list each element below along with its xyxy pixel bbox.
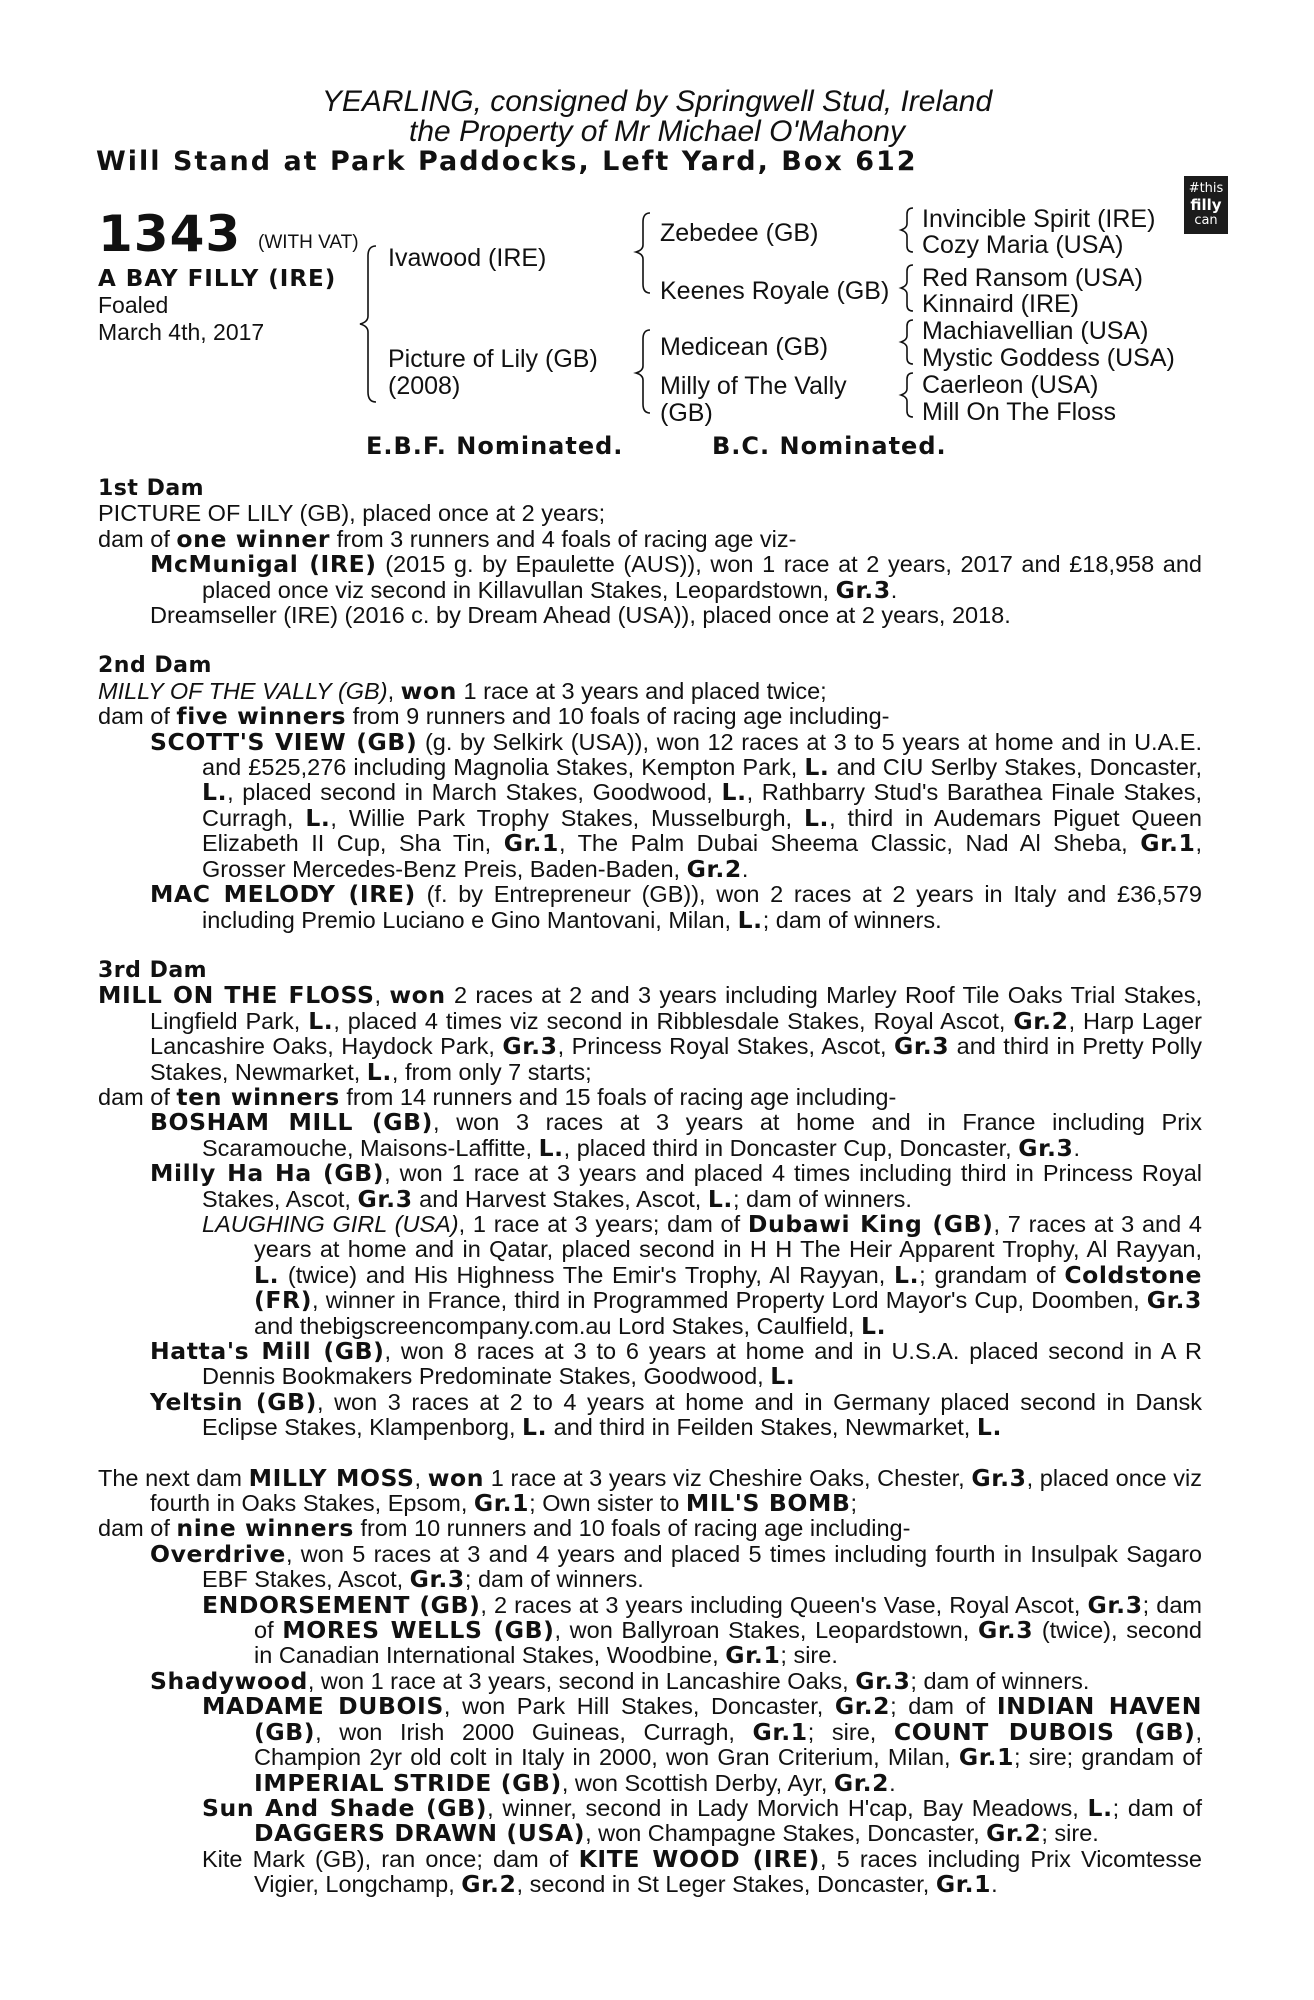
sire-dam: Keenes Royale (GB): [660, 277, 890, 305]
second-dam-summary: MILLY OF THE VALLY (GB), won 1 race at 3 years and placed twice;: [98, 676, 827, 705]
ebf-nominated: E.B.F. Nominated.: [366, 432, 624, 460]
foaled-date: March 4th, 2017: [98, 319, 265, 345]
third-dam-heading: 3rd Dam: [98, 957, 208, 983]
horse-name: Shadywood: [150, 1666, 308, 1695]
next-dam-produce: dam of nine winners from 10 runners and 10 foals of racing age including-: [98, 1514, 911, 1543]
gg-6: Mystic Goddess (USA): [922, 344, 1175, 372]
brace-g4: [901, 373, 913, 417]
gg-8: Mill On The Floss: [922, 398, 1117, 426]
next-dam-summary: The next dam MILLY MOSS, won 1 race at 3 years viz Cheshire Oaks, Chester, Gr.3, placed once viz fourth in Oaks Stakes, Epsom, Gr.1; Own sister to MIL'S BOMB;: [98, 1463, 1203, 1518]
produce-entry: Yeltsin (GB), won 3 races at 2 to 4 years at home and in Germany placed second in Dansk Eclipse Stakes, Klampenborg, L. and third in Feilden Stakes, Newmarket, L.: [150, 1387, 1203, 1442]
brace-g3: [901, 320, 913, 364]
horse-name: BOSHAM MILL (GB): [150, 1108, 434, 1137]
brace-sire: [636, 213, 650, 293]
horse-name: MAC MELODY (IRE): [150, 880, 416, 909]
gg-1: Invincible Spirit (IRE): [922, 205, 1156, 233]
stand-location: Will Stand at Park Paddocks, Left Yard, Box 612: [96, 146, 918, 177]
produce-entry: MAC MELODY (IRE) (f. by Entrepreneur (GB)), won 2 races at 2 years in Italy and £36,579 including Premio Luciano e Gino Mantovani, Milan, L.; dam of winners.: [150, 880, 1202, 934]
gg-3: Red Ransom (USA): [922, 264, 1143, 292]
third-dam-produce: dam of ten winners from 14 runners and 15 foals of racing age including-: [98, 1082, 897, 1111]
dam: Picture of Lily (GB): [388, 345, 598, 373]
produce-entry: McMunigal (IRE) (2015 g. by Epaulette (AUS)), won 1 race at 2 years, 2017 and £18,958 and placed once viz second in Killavullan Stakes, Leopardstown, Gr.3.: [150, 550, 1202, 604]
brace-sire-dam: [360, 246, 376, 402]
header-line-2: the Property of Mr Michael O'Mahony: [409, 115, 905, 148]
dam-dam-origin: (GB): [660, 399, 713, 427]
produce-entry: LAUGHING GIRL (USA), 1 race at 3 years; dam of Dubawi King (GB), 7 races at 3 and 4 years at home and in Qatar, placed second in H H The Heir Apparent Trophy, Al Rayyan, L. (twice) and His Highness The Emir's Trophy, Al Rayyan, L.; grandam of Coldstone (FR), winner in France, third in Programmed Property Lord Mayor's Cup, Doomben, Gr.3 and thebigscreencompany.com.au Lord Stakes, Caulfield, L.: [202, 1209, 1203, 1340]
horse-name: Hatta's Mill (GB): [150, 1337, 385, 1365]
second-dam-produce: dam of five winners from 9 runners and 10 foals of racing age including-: [98, 702, 890, 731]
second-dam-heading: 2nd Dam: [98, 653, 212, 679]
brace-g1: [901, 208, 913, 252]
third-dam-summary: MILL ON THE FLOSS, won 2 races at 2 and 3 years including Marley Roof Tile Oaks Trial Stakes, Lingfield Park, L., placed 4 times viz second in Ribblesdale Stakes, Royal Ascot, Gr.2, Harp Lager Lancashire Oaks, Haydock Park, Gr.3, Princess Royal Stakes, Ascot, Gr.3 and third in Pretty Polly Stakes, Newmarket, L., from only 7 starts;: [98, 981, 1202, 1086]
header-line-1: YEARLING, consigned by Springwell Stud, Ireland: [321, 85, 993, 118]
produce-entry: Milly Ha Ha (GB), won 1 race at 3 years and placed 4 times including third in Princess Royal Stakes, Ascot, Gr.3 and Harvest Stakes, Ascot, L.; dam of winners.: [150, 1159, 1203, 1213]
horse-name: SCOTT'S VIEW (GB): [150, 727, 418, 756]
foaled-label: Foaled: [98, 292, 169, 318]
vat-label: (WITH VAT): [258, 232, 359, 253]
first-dam-heading: 1st Dam: [98, 476, 205, 501]
horse-name: Milly Ha Ha (GB): [150, 1159, 385, 1188]
produce-entry: Kite Mark (GB), ran once; dam of KITE WOOD (IRE), 5 races including Prix Vicomtesse Vigier, Longchamp, Gr.2, second in St Leger Stakes, Doncaster, Gr.1.: [202, 1844, 1202, 1899]
produce-entry: Dreamseller (IRE) (2016 c. by Dream Ahead (USA)), placed once at 2 years, 2018.: [150, 602, 1011, 629]
brace-g2: [901, 265, 913, 311]
horse-name: Sun And Shade (GB): [202, 1793, 488, 1822]
dam-dam: Milly of The Vally: [660, 372, 847, 400]
bc-nominated: B.C. Nominated.: [712, 432, 947, 460]
gg-2: Cozy Maria (USA): [922, 231, 1124, 259]
produce-entry: Shadywood, won 1 race at 3 years, second in Lancashire Oaks, Gr.3; dam of winners.: [150, 1666, 1090, 1695]
brace-dam: [636, 330, 650, 413]
badge-line-3: can: [1194, 213, 1218, 228]
produce-entry: Sun And Shade (GB), winner, second in Lady Morvich H'cap, Bay Meadows, L.; dam of DAGGERS DRAWN (USA), won Champagne Stakes, Doncaster, Gr.2; sire.: [202, 1793, 1202, 1848]
gg-7: Caerleon (USA): [922, 371, 1099, 399]
horse-name: Overdrive: [150, 1539, 286, 1568]
lot-number: 1343: [98, 205, 242, 263]
catalogue-body: [98, 476, 1202, 1898]
badge-line-2: filly: [1190, 196, 1222, 214]
horse-name: ENDORSEMENT (GB): [202, 1590, 481, 1619]
horse-name: LAUGHING GIRL (USA): [202, 1210, 459, 1237]
produce-entry: ENDORSEMENT (GB), 2 races at 3 years including Queen's Vase, Royal Ascot, Gr.3; dam of MORES WELLS (GB), won Ballyroan Stakes, Leopardstown, Gr.3 (twice), second in Canadian International Stakes, Woodbine, Gr.1; sire.: [202, 1590, 1202, 1670]
gg-5: Machiavellian (USA): [922, 317, 1149, 345]
dam-sire: Medicean (GB): [660, 333, 829, 361]
lot-description: A BAY FILLY (IRE): [98, 266, 337, 292]
produce-entry: Hatta's Mill (GB), won 8 races at 3 to 6 years at home and in U.S.A. placed second in A R Dennis Bookmakers Predominate Stakes, Goodwood, L.: [150, 1337, 1202, 1391]
produce-entry: Overdrive, won 5 races at 3 and 4 years and placed 5 times including fourth in Insulpak Sagaro EBF Stakes, Ascot, Gr.3; dam of winners.: [150, 1539, 1202, 1594]
badge-line-1: #this: [1188, 181, 1224, 196]
produce-entry: SCOTT'S VIEW (GB) (g. by Selkirk (USA)), won 12 races at 3 to 5 years at home and in U.A.E. and £525,276 including Magnolia Stakes, Kempton Park, L. and CIU Serlby Stakes, Doncaster, L., placed second in March Stakes, Goodwood, L., Rathbarry Stud's Barathea Finale Stakes, Curragh, L., Willie Park Trophy Stakes, Musselburgh, L., third in Audemars Piguet Queen Elizabeth II Cup, Sha Tin, Gr.1, The Palm Dubai Sheema Classic, Nad Al Sheba, Gr.1, Grosser Mercedes-Benz Preis, Baden-Baden, Gr.2.: [150, 727, 1202, 883]
produce-entry: BOSHAM MILL (GB), won 3 races at 3 years at home and in France including Prix Scaramouche, Maisons-Laffitte, L., placed third in Doncaster Cup, Doncaster, Gr.3.: [150, 1108, 1202, 1162]
dam-year: (2008): [388, 372, 461, 400]
sire-sire: Zebedee (GB): [660, 219, 819, 247]
produce-entry: MADAME DUBOIS, won Park Hill Stakes, Doncaster, Gr.2; dam of INDIAN HAVEN (GB), won Irish 2000 Guineas, Curragh, Gr.1; sire, COUNT DUBOIS (GB), Champion 2yr old colt in Italy in 2000, won Gran Criterium, Milan, Gr.1; sire; grandam of IMPERIAL STRIDE (GB), won Scottish Derby, Ayr, Gr.2.: [202, 1692, 1203, 1797]
gg-4: Kinnaird (IRE): [922, 290, 1079, 318]
first-dam-produce: dam of one winner from 3 runners and 4 foals of racing age viz-: [98, 524, 797, 553]
sire: Ivawood (IRE): [388, 244, 547, 272]
horse-name: McMunigal (IRE): [150, 550, 377, 579]
first-dam-summary: PICTURE OF LILY (GB), placed once at 2 years;: [98, 500, 606, 527]
horse-name: Yeltsin (GB): [150, 1387, 317, 1416]
horse-name: MADAME DUBOIS: [202, 1692, 444, 1721]
